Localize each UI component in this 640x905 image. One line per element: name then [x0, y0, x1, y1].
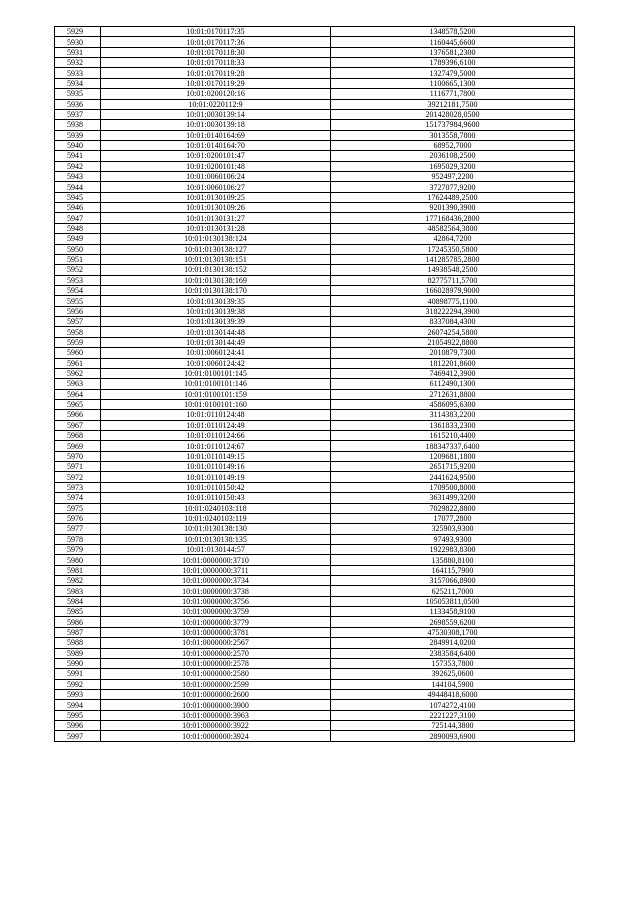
table-row	[55, 679, 575, 689]
table-row	[55, 265, 575, 275]
table-row	[55, 130, 575, 140]
amount-value: 164115,7900	[331, 565, 575, 575]
cadastral-number: 10:01:0130144:57	[101, 544, 331, 554]
table-row	[55, 182, 575, 192]
amount-value: 47530308,1700	[331, 627, 575, 637]
row-number: 5970	[55, 451, 101, 461]
row-number: 5955	[55, 296, 101, 306]
cadastral-number: 10:01:0240103:118	[101, 503, 331, 513]
row-number: 5947	[55, 213, 101, 223]
table-row	[55, 327, 575, 337]
row-number: 5965	[55, 399, 101, 409]
cadastral-number: 10:01:0110124:49	[101, 420, 331, 430]
table-row	[55, 410, 575, 420]
amount-value: 3157066,8900	[331, 576, 575, 586]
table-row	[55, 669, 575, 679]
cadastral-number: 10:01:0170119:28	[101, 68, 331, 78]
table-row	[55, 120, 575, 130]
cadastral-number: 10:01:0130139:35	[101, 296, 331, 306]
table-row	[55, 140, 575, 150]
row-number: 5945	[55, 192, 101, 202]
amount-value: 3631499,3200	[331, 493, 575, 503]
amount-value: 7029822,8800	[331, 503, 575, 513]
row-number: 5992	[55, 679, 101, 689]
row-number: 5935	[55, 89, 101, 99]
amount-value: 2849914,0200	[331, 638, 575, 648]
cadastral-number: 10:01:0170117:35	[101, 27, 331, 37]
amount-value: 2698559,6200	[331, 617, 575, 627]
row-number: 5975	[55, 503, 101, 513]
table-row	[55, 399, 575, 409]
cadastral-number: 10:01:0130138:151	[101, 254, 331, 264]
row-number: 5991	[55, 669, 101, 679]
amount-value: 144104,5900	[331, 679, 575, 689]
amount-value: 21054922,8800	[331, 337, 575, 347]
row-number: 5953	[55, 275, 101, 285]
table-row	[55, 203, 575, 213]
row-number: 5983	[55, 586, 101, 596]
row-number: 5951	[55, 254, 101, 264]
table-row	[55, 544, 575, 554]
cadastral-number: 10:01:0000000:3759	[101, 607, 331, 617]
cadastral-number: 10:01:0130138:169	[101, 275, 331, 285]
row-number: 5943	[55, 172, 101, 182]
cadastral-number: 10:01:0000000:3963	[101, 710, 331, 720]
row-number: 5933	[55, 68, 101, 78]
row-number: 5977	[55, 524, 101, 534]
row-number: 5959	[55, 337, 101, 347]
cadastral-number: 10:01:0200120:16	[101, 89, 331, 99]
amount-value: 135880,8100	[331, 555, 575, 565]
amount-value: 1209681,1800	[331, 451, 575, 461]
table-row	[55, 586, 575, 596]
cadastral-number: 10:01:0000000:3900	[101, 700, 331, 710]
cadastral-number: 10:01:0130109:25	[101, 192, 331, 202]
table-row	[55, 213, 575, 223]
amount-value: 26074254,5800	[331, 327, 575, 337]
amount-value: 1361833,2300	[331, 420, 575, 430]
table-row	[55, 493, 575, 503]
amount-value: 2441624,9500	[331, 472, 575, 482]
table-row	[55, 576, 575, 586]
cadastral-number: 10:01:0170119:29	[101, 78, 331, 88]
amount-value: 7469412,3900	[331, 368, 575, 378]
amount-value: 1116771,7800	[331, 89, 575, 99]
row-number: 5979	[55, 544, 101, 554]
cadastral-number: 10:01:0030139:18	[101, 120, 331, 130]
amount-value: 151737984,9600	[331, 120, 575, 130]
cadastral-number: 10:01:0100101:159	[101, 389, 331, 399]
table-row	[55, 524, 575, 534]
row-number: 5989	[55, 648, 101, 658]
cadastral-number: 10:01:0110149:16	[101, 462, 331, 472]
table-row	[55, 503, 575, 513]
row-number: 5987	[55, 627, 101, 637]
table-row	[55, 348, 575, 358]
row-number: 5973	[55, 482, 101, 492]
cadastral-number: 10:01:0000000:3922	[101, 721, 331, 731]
amount-value: 6112490,1300	[331, 379, 575, 389]
row-number: 5956	[55, 306, 101, 316]
row-number: 5941	[55, 151, 101, 161]
row-number: 5942	[55, 161, 101, 171]
table-row	[55, 700, 575, 710]
row-number: 5931	[55, 47, 101, 57]
row-number: 5948	[55, 223, 101, 233]
table-row	[55, 638, 575, 648]
amount-value: 2712631,8800	[331, 389, 575, 399]
row-number: 5932	[55, 58, 101, 68]
row-number: 5939	[55, 130, 101, 140]
row-number: 5952	[55, 265, 101, 275]
table-row	[55, 431, 575, 441]
table-row	[55, 565, 575, 575]
table-row	[55, 658, 575, 668]
cadastral-number: 10:01:0130139:38	[101, 306, 331, 316]
table-row	[55, 172, 575, 182]
row-number: 5997	[55, 731, 101, 741]
amount-value: 725144,3800	[331, 721, 575, 731]
amount-value: 1789396,6100	[331, 58, 575, 68]
row-number: 5944	[55, 182, 101, 192]
cadastral-number: 10:01:0130138:130	[101, 524, 331, 534]
amount-value: 325903,9300	[331, 524, 575, 534]
cadastral-number: 10:01:0000000:3738	[101, 586, 331, 596]
cadastral-number: 10:01:0000000:3711	[101, 565, 331, 575]
cadastral-number: 10:01:0060106:27	[101, 182, 331, 192]
table-row	[55, 513, 575, 523]
cadastral-number: 10:01:0110124:66	[101, 431, 331, 441]
cadastral-number: 10:01:0130144:48	[101, 327, 331, 337]
amount-value: 141285785,2800	[331, 254, 575, 264]
row-number: 5978	[55, 534, 101, 544]
row-number: 5934	[55, 78, 101, 88]
amount-value: 157353,7800	[331, 658, 575, 668]
row-number: 5969	[55, 441, 101, 451]
cadastral-number: 10:01:0130138:124	[101, 234, 331, 244]
row-number: 5958	[55, 327, 101, 337]
table-row	[55, 47, 575, 57]
table-row	[55, 617, 575, 627]
table-row	[55, 710, 575, 720]
row-number: 5976	[55, 513, 101, 523]
cadastral-number: 10:01:0000000:3734	[101, 576, 331, 586]
cadastral-number: 10:01:0130131:27	[101, 213, 331, 223]
table-row	[55, 462, 575, 472]
table-row	[55, 223, 575, 233]
table-row	[55, 58, 575, 68]
amount-value: 177168436,2800	[331, 213, 575, 223]
row-number: 5940	[55, 140, 101, 150]
row-number: 5972	[55, 472, 101, 482]
table-row	[55, 337, 575, 347]
cadastral-number: 10:01:0200101:48	[101, 161, 331, 171]
amount-value: 3114383,2200	[331, 410, 575, 420]
amount-value: 1100665,1300	[331, 78, 575, 88]
cadastral-number: 10:01:0110149:15	[101, 451, 331, 461]
table-row	[55, 472, 575, 482]
cadastral-number: 10:01:0110124:48	[101, 410, 331, 420]
table-row	[55, 731, 575, 741]
row-number: 5950	[55, 244, 101, 254]
amount-value: 8337084,4300	[331, 317, 575, 327]
row-number: 5962	[55, 368, 101, 378]
row-number: 5996	[55, 721, 101, 731]
row-number: 5967	[55, 420, 101, 430]
cadastral-number: 10:01:0100101:160	[101, 399, 331, 409]
cadastral-number: 10:01:0170118:33	[101, 58, 331, 68]
cadastral-number: 10:01:0000000:3779	[101, 617, 331, 627]
row-number: 5936	[55, 99, 101, 109]
table-row	[55, 37, 575, 47]
cadastral-number: 10:01:0200101:47	[101, 151, 331, 161]
cadastral-number: 10:01:0220112:9	[101, 99, 331, 109]
amount-value: 1327479,5000	[331, 68, 575, 78]
table-row	[55, 285, 575, 295]
row-number: 5984	[55, 596, 101, 606]
table-row	[55, 254, 575, 264]
cadastral-number: 10:01:0140164:70	[101, 140, 331, 150]
amount-value: 166028979,9000	[331, 285, 575, 295]
amount-value: 1695029,3200	[331, 161, 575, 171]
amount-value: 17077,2800	[331, 513, 575, 523]
amount-value: 9201390,3900	[331, 203, 575, 213]
row-number: 5937	[55, 109, 101, 119]
cadastral-number: 10:01:0130138:152	[101, 265, 331, 275]
amount-value: 2890093,6900	[331, 731, 575, 741]
table-row	[55, 275, 575, 285]
row-number: 5946	[55, 203, 101, 213]
cadastral-number: 10:01:0130131:28	[101, 223, 331, 233]
amount-value: 1348578,5200	[331, 27, 575, 37]
data-table	[54, 26, 575, 742]
data-table-body	[55, 27, 575, 742]
cadastral-number: 10:01:0100101:146	[101, 379, 331, 389]
amount-value: 97493,9300	[331, 534, 575, 544]
cadastral-number: 10:01:0000000:3756	[101, 596, 331, 606]
amount-value: 2221227,3100	[331, 710, 575, 720]
table-row	[55, 151, 575, 161]
amount-value: 3013558,7800	[331, 130, 575, 140]
table-row	[55, 389, 575, 399]
amount-value: 1160445,6600	[331, 37, 575, 47]
amount-value: 40898775,1100	[331, 296, 575, 306]
amount-value: 3727077,9200	[331, 182, 575, 192]
amount-value: 1615210,4400	[331, 431, 575, 441]
table-row	[55, 368, 575, 378]
amount-value: 392625,0600	[331, 669, 575, 679]
amount-value: 318222294,3900	[331, 306, 575, 316]
cadastral-number: 10:01:0130109:26	[101, 203, 331, 213]
cadastral-number: 10:01:0100101:145	[101, 368, 331, 378]
amount-value: 1133458,9100	[331, 607, 575, 617]
table-row	[55, 161, 575, 171]
cadastral-number: 10:01:0060124:41	[101, 348, 331, 358]
table-row	[55, 482, 575, 492]
cadastral-number: 10:01:0110150:42	[101, 482, 331, 492]
row-number: 5930	[55, 37, 101, 47]
cadastral-number: 10:01:0000000:2599	[101, 679, 331, 689]
cadastral-number: 10:01:0130138:170	[101, 285, 331, 295]
table-row	[55, 244, 575, 254]
cadastral-number: 10:01:0000000:3781	[101, 627, 331, 637]
amount-value: 14938548,2500	[331, 265, 575, 275]
table-row	[55, 89, 575, 99]
table-row	[55, 99, 575, 109]
row-number: 5968	[55, 431, 101, 441]
table-row	[55, 451, 575, 461]
cadastral-number: 10:01:0130139:39	[101, 317, 331, 327]
amount-value: 17245350,5800	[331, 244, 575, 254]
cadastral-number: 10:01:0130144:49	[101, 337, 331, 347]
amount-value: 2383584,6400	[331, 648, 575, 658]
row-number: 5949	[55, 234, 101, 244]
row-number: 5981	[55, 565, 101, 575]
table-row	[55, 234, 575, 244]
amount-value: 68952,7000	[331, 140, 575, 150]
table-row	[55, 607, 575, 617]
row-number: 5960	[55, 348, 101, 358]
amount-value: 42864,7200	[331, 234, 575, 244]
row-number: 5963	[55, 379, 101, 389]
cadastral-number: 10:01:0140164:69	[101, 130, 331, 140]
amount-value: 625211,7000	[331, 586, 575, 596]
amount-value: 1376581,2300	[331, 47, 575, 57]
table-row	[55, 296, 575, 306]
table-row	[55, 534, 575, 544]
table-row	[55, 358, 575, 368]
table-row	[55, 555, 575, 565]
cadastral-number: 10:01:0060124:42	[101, 358, 331, 368]
row-number: 5985	[55, 607, 101, 617]
amount-value: 39212181,7500	[331, 99, 575, 109]
cadastral-number: 10:01:0000000:2578	[101, 658, 331, 668]
row-number: 5971	[55, 462, 101, 472]
amount-value: 2036108,2500	[331, 151, 575, 161]
table-row	[55, 420, 575, 430]
amount-value: 2010879,7300	[331, 348, 575, 358]
cadastral-number: 10:01:0110149:19	[101, 472, 331, 482]
table-row	[55, 192, 575, 202]
amount-value: 1074272,4100	[331, 700, 575, 710]
row-number: 5961	[55, 358, 101, 368]
cadastral-number: 10:01:0000000:2567	[101, 638, 331, 648]
row-number: 5974	[55, 493, 101, 503]
row-number: 5994	[55, 700, 101, 710]
cadastral-number: 10:01:0000000:3924	[101, 731, 331, 741]
table-row	[55, 648, 575, 658]
row-number: 5995	[55, 710, 101, 720]
amount-value: 1812201,8600	[331, 358, 575, 368]
row-number: 5990	[55, 658, 101, 668]
table-row	[55, 721, 575, 731]
amount-value: 17624489,2500	[331, 192, 575, 202]
table-row	[55, 379, 575, 389]
cadastral-number: 10:01:0000000:3710	[101, 555, 331, 565]
row-number: 5986	[55, 617, 101, 627]
row-number: 5993	[55, 690, 101, 700]
cadastral-number: 10:01:0130138:127	[101, 244, 331, 254]
amount-value: 952497,2200	[331, 172, 575, 182]
table-row	[55, 109, 575, 119]
row-number: 5964	[55, 389, 101, 399]
table-row	[55, 627, 575, 637]
amount-value: 188347337,6400	[331, 441, 575, 451]
table-row	[55, 68, 575, 78]
row-number: 5957	[55, 317, 101, 327]
cadastral-number: 10:01:0170118:30	[101, 47, 331, 57]
table-row	[55, 317, 575, 327]
row-number: 5929	[55, 27, 101, 37]
amount-value: 4586095,6300	[331, 399, 575, 409]
cadastral-number: 10:01:0170117:36	[101, 37, 331, 47]
table-row	[55, 78, 575, 88]
cadastral-number: 10:01:0130138:135	[101, 534, 331, 544]
row-number: 5966	[55, 410, 101, 420]
row-number: 5980	[55, 555, 101, 565]
amount-value: 49448418,6000	[331, 690, 575, 700]
row-number: 5938	[55, 120, 101, 130]
table-row	[55, 306, 575, 316]
row-number: 5988	[55, 638, 101, 648]
cadastral-number: 10:01:0060106:24	[101, 172, 331, 182]
cadastral-number: 10:01:0110124:67	[101, 441, 331, 451]
amount-value: 82775711,5700	[331, 275, 575, 285]
cadastral-number: 10:01:0000000:2580	[101, 669, 331, 679]
cadastral-number: 10:01:0240103:119	[101, 513, 331, 523]
table-row	[55, 690, 575, 700]
table-row	[55, 441, 575, 451]
amount-value: 105053811,0500	[331, 596, 575, 606]
table-row	[55, 596, 575, 606]
cadastral-number: 10:01:0000000:2600	[101, 690, 331, 700]
table-row	[55, 27, 575, 37]
row-number: 5982	[55, 576, 101, 586]
row-number: 5954	[55, 285, 101, 295]
amount-value: 2651715,9200	[331, 462, 575, 472]
amount-value: 201428028,0500	[331, 109, 575, 119]
cadastral-number: 10:01:0030139:14	[101, 109, 331, 119]
cadastral-number: 10:01:0000000:2570	[101, 648, 331, 658]
amount-value: 1709500,8000	[331, 482, 575, 492]
amount-value: 1922983,8300	[331, 544, 575, 554]
amount-value: 48582564,3800	[331, 223, 575, 233]
cadastral-number: 10:01:0110150:43	[101, 493, 331, 503]
